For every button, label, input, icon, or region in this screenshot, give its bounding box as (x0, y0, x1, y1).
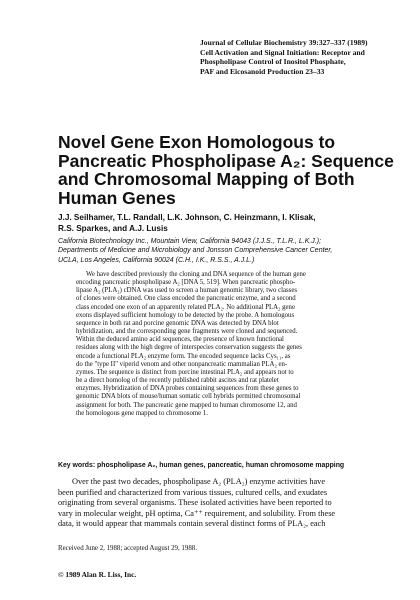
title-line: Human Genes (58, 187, 176, 208)
body-line: Over the past two decades, phospholipase A₂ (PLA₂) enzyme activities have (72, 477, 326, 486)
abstract-line: zymes. The sequence is distinct from porcine intestinal PLA₂ and appears not to (76, 368, 294, 376)
journal-header-line: PAF and Eicosanoid Production 23–33 (200, 66, 325, 76)
abstract-line: genomic DNA blots of mouse/human somatic cell hybrids permitted chromosomal (76, 393, 301, 401)
abstract-line: assignment for both. The pancreatic gene mapped to human chromosome 12, and (76, 401, 297, 409)
abstract-line: the homologous gene mapped to chromosome 1. (76, 409, 208, 417)
article-title (58, 133, 398, 207)
body-line: been purified and characterized from various tissues, cultured cells, and exudates (58, 487, 328, 497)
body-line: vary in molecular weight, pH optima, Ca⁺⁺ requirement, and solubility. From these (58, 508, 336, 518)
affiliation-line: California Biotechnology Inc., Mountain View, California 94043 (J.J.S., T.L.R., L.K.J.); (58, 238, 322, 245)
abstract-line: do the "type II" viperid venom and other nonpancreatic mammalian PLA₂ en- (76, 360, 288, 368)
journal-header (200, 38, 410, 76)
body-line: originating from several organisms. These isolated activities have been reported to (58, 498, 332, 508)
journal-header-line: Phospholipase Control of Inositol Phosphate, (200, 57, 346, 67)
author-line: R.S. Sparkes, and A.J. Lusis (58, 224, 168, 233)
abstract-line: hybridization, and the corresponding gene fragments were cloned and sequenced. (76, 328, 298, 336)
affiliations (58, 237, 393, 265)
author-list (58, 212, 388, 234)
keywords: Key words: phospholipase A₂, human genes, pancreatic, human chromosome mapping (58, 462, 345, 469)
body-line: data, it would appear that mammals contain several distinct forms of PLA₂, each (58, 519, 326, 529)
abstract-line: encoding pancreatic phospholipase A₂ [DNA 5, 519]. When pancreatic phospho- (76, 279, 296, 287)
abstract-line: Within the deduced amino acid sequences, the presence of known functional (76, 336, 284, 344)
abstract-line: class encoded one exon of an apparently related PLA₂. No additional PLA₂ gene (76, 303, 295, 311)
title-line: Novel Gene Exon Homologous to (58, 132, 336, 152)
abstract-line: We have described previously the cloning and DNA sequence of the human gene (86, 271, 306, 278)
abstract-line: residues along with the high degree of interspecies conservation suggests the genes (76, 344, 302, 352)
journal-header-line: Cell Activation and Signal Initiation: Receptor and (200, 47, 365, 57)
abstract-line: encode a functional PLA₂ enzyme form. The encoded sequence lacks Cys₁₁, as (76, 352, 291, 360)
title-line: and Chromosomal Mapping of Both (58, 169, 355, 190)
abstract-line: of clones were obtained. One class encoded the pancreatic enzyme, and a second (76, 295, 296, 303)
abstract-line: be a direct homolog of the recently published rabbit ascites and rat platelet (76, 377, 279, 385)
author-line: J.J. Seilhamer, T.L. Randall, L.K. Johnson, C. Heinzmann, I. Klisak, (58, 213, 316, 222)
abstract-line: lipase A₂ (PLA₂) cDNA was used to screen a human genomic library, two classes (76, 287, 297, 295)
affiliation-line: Departments of Medicine and Microbiology and Jonsson Comprehensive Cancer Center, (58, 247, 333, 255)
title-line: Pancreatic Phospholipase A₂: Sequence (58, 150, 394, 171)
copyright-notice: © 1989 Alan R. Liss, Inc. (58, 570, 137, 579)
received-date: Received June 2, 1988; accepted August 29, 1988. (58, 545, 197, 552)
abstract-line: enzymes. Hybridization of DNA probes containing sequences from these genes to (76, 385, 299, 393)
abstract-line: exons displayed sufficient homology to be detected by the probe. A homologous (76, 311, 295, 319)
abstract-line: sequence in both rat and porcine genomic DNA was detected by DNA blot (76, 319, 279, 327)
abstract (76, 271, 374, 418)
body-text (58, 477, 388, 530)
affiliation-line: UCLA, Los Angeles, California 90024 (C.H., I.K., R.S.S., A.J.L.) (58, 256, 255, 264)
journal-header-line: Journal of Cellular Biochemistry 39:327–337 (1989) (200, 38, 368, 47)
